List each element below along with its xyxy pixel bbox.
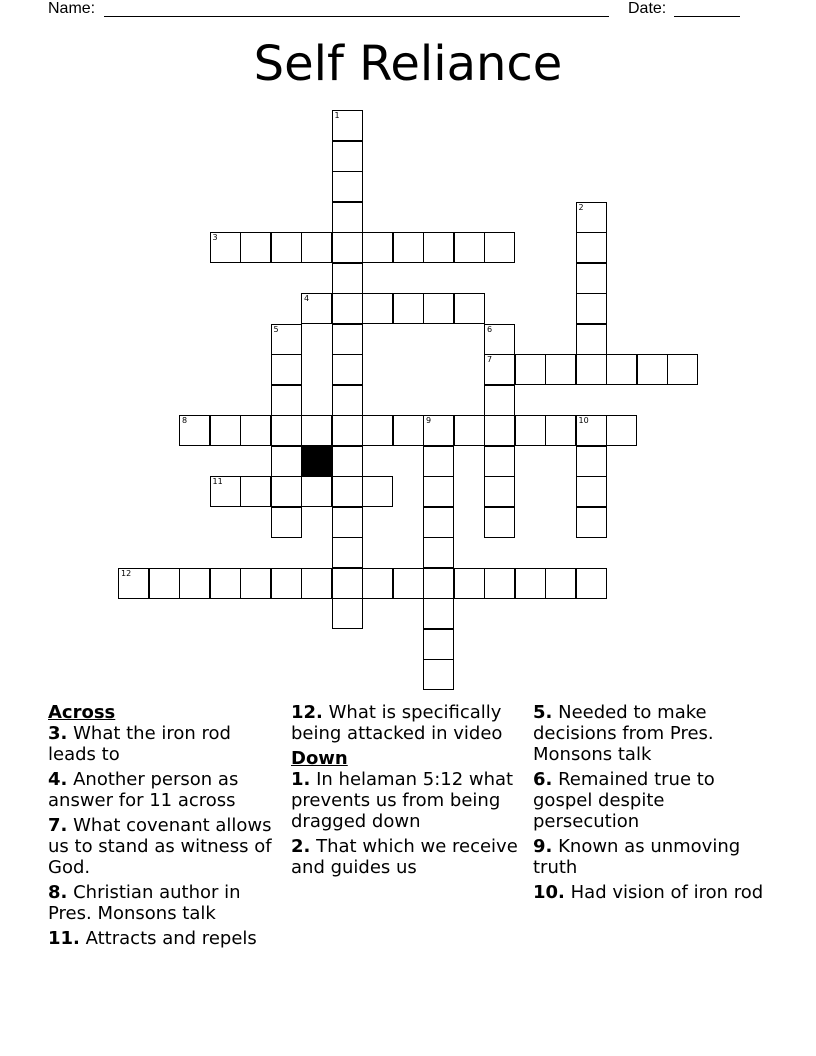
crossword-cell[interactable] (332, 537, 363, 568)
clue-column-2 (291, 702, 523, 882)
crossword-cell[interactable] (454, 232, 485, 263)
clue-number: 9 (426, 416, 432, 425)
crossword-cell[interactable] (393, 293, 424, 324)
clue (533, 702, 765, 765)
crossword-cell[interactable] (240, 415, 271, 446)
crossword-cell[interactable] (454, 415, 485, 446)
crossword-cell[interactable] (393, 232, 424, 263)
down-clue-list-continued (533, 702, 765, 903)
clue (48, 723, 280, 765)
clue-text: That which we receive and guides us (291, 836, 518, 878)
crossword-cell[interactable] (332, 263, 363, 294)
clue-text: What is specifically being attacked in video (291, 702, 503, 744)
crossword-cell[interactable] (423, 446, 454, 477)
clue-number: 1 (334, 111, 340, 120)
crossword-cell[interactable] (545, 568, 576, 599)
crossword-cell[interactable] (271, 415, 302, 446)
clue (48, 928, 280, 949)
crossword-cell[interactable] (271, 232, 302, 263)
crossword-cell[interactable] (515, 568, 546, 599)
clue-number: 12 (121, 568, 132, 578)
crossword-cell[interactable] (576, 415, 607, 446)
clue-number-label: 7. (48, 815, 68, 836)
crossword-cell[interactable] (332, 476, 363, 507)
crossword-cell[interactable] (423, 415, 454, 446)
crossword-cell[interactable] (332, 171, 363, 202)
across-clue-list (48, 723, 280, 949)
clue-text: Attracts and repels (85, 928, 257, 949)
crossword-cell[interactable] (484, 568, 515, 599)
clue-number-label: 10. (533, 882, 565, 903)
clue (291, 702, 523, 744)
crossword-cell[interactable] (484, 415, 515, 446)
down-heading: Down (291, 748, 348, 769)
crossword-cell[interactable] (454, 568, 485, 599)
crossword-cell[interactable] (332, 232, 363, 263)
crossword-cell[interactable] (362, 232, 393, 263)
clue-number-label: 12. (291, 702, 323, 723)
crossword-cell[interactable] (271, 568, 302, 599)
crossword-cell[interactable] (484, 324, 515, 355)
clue-text: What the iron rod leads to (48, 723, 231, 765)
crossword-cell[interactable] (393, 568, 424, 599)
clue (291, 769, 523, 832)
crossword-cell[interactable] (210, 568, 241, 599)
clue-text: Known as unmoving truth (533, 836, 741, 878)
crossword-cell[interactable] (332, 354, 363, 385)
crossword-cell[interactable] (576, 293, 607, 324)
across-heading: Across (48, 702, 116, 723)
clue (533, 882, 765, 903)
clue-text: Had vision of iron rod (570, 882, 764, 903)
crossword-cell[interactable] (362, 415, 393, 446)
crossword-cell[interactable] (423, 537, 454, 568)
crossword-cell[interactable] (332, 446, 363, 477)
crossword-cell[interactable] (545, 415, 576, 446)
crossword-cell[interactable] (332, 568, 363, 599)
crossword-cell[interactable] (301, 476, 332, 507)
crossword-cell[interactable] (362, 568, 393, 599)
crossword-cell[interactable] (271, 476, 302, 507)
crossword-cell[interactable] (210, 415, 241, 446)
crossword-cell[interactable] (576, 568, 607, 599)
crossword-cell[interactable] (362, 476, 393, 507)
clue (48, 882, 280, 924)
clue (533, 769, 765, 832)
clue-text: Another person as answer for 11 across (48, 769, 239, 811)
clue-number: 6 (487, 324, 493, 334)
crossword-cell[interactable] (240, 232, 271, 263)
crossword-cell[interactable] (576, 446, 607, 477)
crossword-cell[interactable] (393, 415, 424, 446)
clue-number: 2 (578, 202, 584, 212)
crossword-cell[interactable] (423, 293, 454, 324)
clue-number: 8 (182, 416, 188, 425)
crossword-cell[interactable] (271, 324, 302, 355)
crossword-cell[interactable] (332, 324, 363, 355)
crossword-cell[interactable] (240, 476, 271, 507)
clue-number-label: 9. (533, 836, 553, 857)
clue-number: 4 (304, 294, 310, 303)
crossword-cell[interactable] (606, 354, 637, 385)
name-label: Name: (48, 0, 96, 17)
clue-number-label: 3. (48, 723, 68, 744)
crossword-shaded-cell (301, 446, 332, 477)
crossword-cell[interactable] (301, 415, 332, 446)
clue-column-3 (533, 702, 765, 907)
crossword-cell[interactable] (179, 415, 210, 446)
crossword-cell[interactable] (362, 293, 393, 324)
crossword-cell[interactable] (271, 446, 302, 477)
down-clue-list (291, 769, 523, 878)
clue-number: 3 (212, 233, 218, 242)
crossword-cell[interactable] (332, 110, 363, 141)
crossword-cell[interactable] (454, 293, 485, 324)
puzzle-title: Self Reliance (253, 36, 563, 92)
clue-number-label: 1. (291, 769, 311, 790)
crossword-cell[interactable] (301, 293, 332, 324)
clue-text: Remained true to gospel despite persecution (533, 769, 715, 832)
crossword-cell[interactable] (332, 141, 363, 172)
crossword-cell[interactable] (484, 385, 515, 416)
clue (533, 836, 765, 878)
crossword-cell[interactable] (484, 476, 515, 507)
crossword-cell[interactable] (271, 507, 302, 538)
crossword-cell[interactable] (149, 568, 180, 599)
crossword-cell[interactable] (484, 446, 515, 477)
date-label: Date: (628, 0, 667, 17)
crossword-cell[interactable] (484, 354, 515, 385)
clue-number-label: 2. (291, 836, 311, 857)
clue (48, 769, 280, 811)
crossword-cell[interactable] (240, 568, 271, 599)
crossword-cell[interactable] (423, 232, 454, 263)
crossword-cell[interactable] (332, 415, 363, 446)
crossword-cell[interactable] (118, 568, 149, 599)
crossword-cell[interactable] (484, 232, 515, 263)
crossword-cell[interactable] (637, 354, 668, 385)
crossword-cell[interactable] (210, 476, 241, 507)
crossword-cell[interactable] (271, 354, 302, 385)
clue-text: Needed to make decisions from Pres. Monsons talk (533, 702, 714, 765)
clue-number-label: 5. (533, 702, 553, 723)
clue-column-1 (48, 702, 280, 953)
crossword-cell[interactable] (332, 202, 363, 233)
crossword-cell[interactable] (332, 293, 363, 324)
crossword-cell[interactable] (301, 232, 332, 263)
crossword-cell[interactable] (576, 232, 607, 263)
clue-number-label: 6. (533, 769, 553, 790)
crossword-cell[interactable] (332, 598, 363, 629)
crossword-cell[interactable] (332, 507, 363, 538)
crossword-cell[interactable] (576, 476, 607, 507)
clue (48, 815, 280, 878)
clue-number: 10 (578, 416, 589, 425)
crossword-cell[interactable] (515, 415, 546, 446)
clue-number-label: 11. (48, 928, 80, 949)
across-clue-list-continued (291, 702, 523, 744)
crossword-cell[interactable] (423, 568, 454, 599)
crossword-cell[interactable] (423, 598, 454, 629)
crossword-cell[interactable] (576, 202, 607, 233)
crossword-cell[interactable] (576, 354, 607, 385)
crossword-cell[interactable] (301, 568, 332, 599)
clue-number-label: 4. (48, 769, 68, 790)
clue-text: In helaman 5:12 what prevents us from being dragged down (291, 769, 514, 832)
clue-number: 11 (212, 477, 223, 486)
crossword-cell[interactable] (576, 263, 607, 294)
crossword-cell[interactable] (423, 507, 454, 538)
clue-text: Christian author in Pres. Monsons talk (48, 882, 241, 924)
crossword-cell[interactable] (515, 354, 546, 385)
crossword-cell[interactable] (179, 568, 210, 599)
crossword-cell[interactable] (332, 385, 363, 416)
crossword-cell[interactable] (576, 324, 607, 355)
crossword-cell[interactable] (576, 507, 607, 538)
crossword-cell[interactable] (484, 507, 515, 538)
crossword-cell[interactable] (545, 354, 576, 385)
crossword-cell[interactable] (423, 629, 454, 660)
clue (291, 836, 523, 878)
crossword-cell[interactable] (271, 385, 302, 416)
clue-number: 5 (273, 324, 279, 334)
clue-number: 7 (487, 355, 493, 364)
crossword-cell[interactable] (667, 354, 698, 385)
crossword-cell[interactable] (423, 659, 454, 690)
clue-text: What covenant allows us to stand as witness of God. (48, 815, 272, 878)
crossword-cell[interactable] (606, 415, 637, 446)
crossword-cell[interactable] (423, 476, 454, 507)
clue-number-label: 8. (48, 882, 68, 903)
crossword-cell[interactable] (210, 232, 241, 263)
